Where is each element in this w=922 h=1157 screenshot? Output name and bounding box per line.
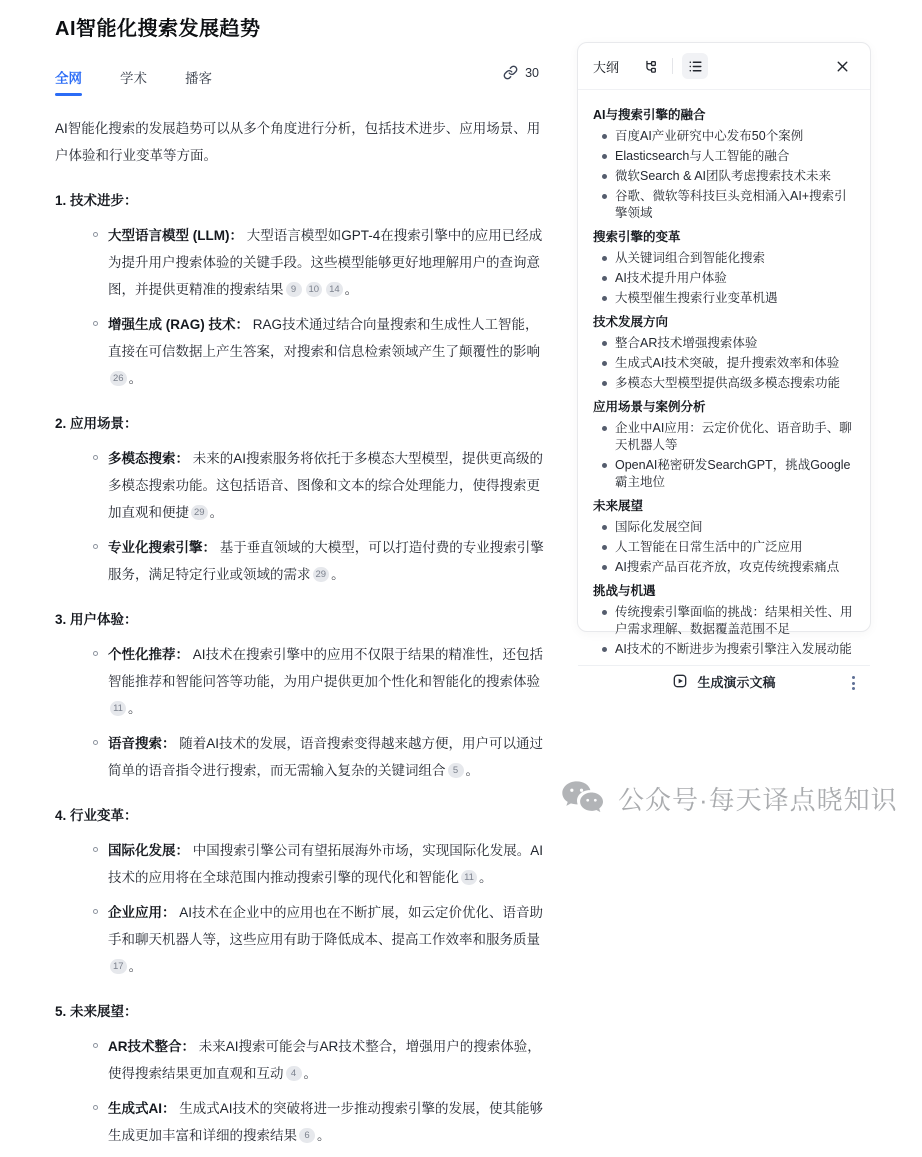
close-icon	[834, 58, 851, 75]
item-label: 多模态搜索：	[108, 451, 189, 466]
tab-academic[interactable]: 学术	[120, 71, 147, 86]
outline-item-text: 国际化发展空间	[615, 520, 703, 534]
list-item	[93, 534, 547, 588]
outline-item[interactable]	[593, 270, 856, 287]
mindmap-icon	[642, 58, 659, 75]
bullet-icon	[602, 256, 607, 261]
outline-item-text: AI技术的不断进步为搜索引擎注入发展动能	[615, 642, 852, 656]
outline-item-text: 整合AR技术增强搜索体验	[615, 336, 758, 350]
bullet-icon	[602, 341, 607, 346]
list-view-button[interactable]	[682, 53, 708, 79]
section-heading: 5. 未来展望：	[55, 1004, 138, 1019]
bullet-icon	[602, 296, 607, 301]
outline-item-text: 从关键词组合到智能化搜索	[615, 251, 766, 265]
list-item	[93, 311, 547, 392]
content-section	[55, 803, 547, 980]
outline-heading: AI与搜索引擎的融合	[593, 108, 706, 122]
outline-item[interactable]	[593, 335, 856, 352]
citation-badge[interactable]: 4	[286, 1066, 302, 1081]
outline-heading: 未来展望	[593, 499, 644, 513]
bullet-icon	[602, 381, 607, 386]
list-item-text: 专业化搜索引擎： 基于垂直领域的大模型，可以打造付费的专业搜索引擎服务，满足特定行业或领域的需求 29 。	[108, 540, 544, 582]
citation-badge[interactable]: 10	[306, 282, 323, 297]
item-label: AR技术整合：	[108, 1039, 195, 1054]
list-item-text: 多模态搜索： 未来的AI搜索服务将依托于多模态大型模型，提供更高级的多模态搜索功能。这包括语音、图像和文本的综合处理能力，使得搜索更加直观和便捷 29 。	[108, 451, 544, 520]
page-title: AI智能化搜索发展趋势	[55, 18, 261, 40]
outline-item[interactable]	[593, 168, 856, 185]
outline-item-text: 微软Search & AI团队考虑搜索技术未来	[615, 169, 832, 183]
bullet-icon	[602, 610, 607, 615]
bullet-icon	[602, 194, 607, 199]
citation-badge[interactable]: 29	[191, 505, 208, 520]
bullet-icon	[602, 174, 607, 179]
list-item	[93, 899, 547, 980]
citation-badge[interactable]: 9	[286, 282, 302, 297]
tab-bar	[55, 65, 547, 89]
bullet-icon	[93, 321, 98, 326]
list-item	[93, 730, 547, 784]
answer-column	[55, 12, 547, 1157]
outline-heading: 应用场景与案例分析	[593, 400, 706, 414]
list-item-text: 语音搜索： 随着AI技术的发展，语音搜索变得越来越方便，用户可以通过简单的语音指令进行搜索，而无需输入复杂的关键词组合 5 。	[108, 736, 544, 778]
outline-heading: 挑战与机遇	[593, 584, 656, 598]
mindmap-view-button[interactable]	[637, 53, 663, 79]
outline-item[interactable]	[593, 420, 856, 454]
list-item-text: 企业应用： AI技术在企业中的应用也在不断扩展，如云定价优化、语音助手和聊天机器人等，这些应用有助于降低成本、提高工作效率和服务质量17 。	[108, 905, 544, 974]
bullet-icon	[602, 134, 607, 139]
tab-all-web[interactable]: 全网	[55, 67, 82, 87]
item-label: 国际化发展：	[108, 843, 189, 858]
outline-item[interactable]	[593, 290, 856, 307]
list-item	[93, 837, 547, 891]
watermark	[560, 779, 898, 817]
outline-panel-header	[578, 43, 870, 90]
outline-item[interactable]	[593, 148, 856, 165]
citation-badge[interactable]: 5	[448, 763, 464, 778]
list-item	[93, 445, 547, 526]
content-section	[55, 188, 547, 392]
outline-item-text: 多模态大型模型提供高级多模态搜索功能	[615, 376, 841, 390]
content-section	[55, 411, 547, 588]
outline-item-text: AI搜索产品百花齐放，攻克传统搜索痛点	[615, 560, 840, 574]
outline-item[interactable]	[593, 355, 856, 372]
outline-heading: 搜索引擎的变革	[593, 230, 681, 244]
item-label: 个性化推荐：	[108, 647, 189, 662]
bullet-icon	[602, 426, 607, 431]
item-label: 生成式AI：	[108, 1101, 176, 1116]
wechat-icon	[560, 779, 606, 817]
section-heading: 3. 用户体验：	[55, 612, 138, 627]
section-heading: 2. 应用场景：	[55, 416, 138, 431]
answer-sections	[55, 188, 547, 1149]
list-item-text: 增强生成 (RAG) 技术： RAG技术通过结合向量搜索和生成性人工智能，直接在可信数据上产生答案，对搜索和信息检索领域产生了颠覆性的影响26 。	[108, 317, 540, 386]
item-label: 专业化搜索引擎：	[108, 540, 216, 555]
bullet-icon	[93, 544, 98, 549]
kebab-menu-icon[interactable]	[850, 674, 857, 692]
citation-badge[interactable]: 17	[110, 959, 127, 974]
bullet-icon	[602, 463, 607, 468]
bullet-icon	[93, 740, 98, 745]
bullet-icon	[602, 545, 607, 550]
bullet-icon	[93, 1043, 98, 1048]
outline-item-text: 生成式AI技术突破，提升搜索效率和体验	[615, 356, 840, 370]
list-item-text: 生成式AI： 生成式AI技术的突破将进一步推动搜索引擎的发展，使其能够生成更加丰富和详细的搜索结果 6 。	[108, 1101, 544, 1143]
bullet-icon	[602, 565, 607, 570]
item-label: 增强生成 (RAG) 技术：	[108, 317, 249, 332]
outline-item[interactable]	[593, 375, 856, 392]
bullet-icon	[93, 847, 98, 852]
outline-heading: 技术发展方向	[593, 315, 669, 329]
sources-indicator[interactable]	[503, 65, 539, 80]
list-item	[93, 1033, 547, 1087]
outline-item-text: 企业中AI应用：云定价优化、语音助手、聊天机器人等	[615, 421, 852, 452]
bullet-icon	[93, 1105, 98, 1110]
tab-list	[55, 67, 250, 87]
list-item	[93, 1095, 547, 1149]
outline-item[interactable]	[593, 539, 856, 556]
bullet-icon	[602, 525, 607, 530]
content-section	[55, 999, 547, 1149]
bullet-icon	[93, 909, 98, 914]
citation-badge[interactable]: 11	[110, 701, 126, 716]
citation-badge[interactable]: 29	[313, 567, 330, 582]
outline-item[interactable]	[593, 250, 856, 267]
outline-item[interactable]	[593, 188, 856, 222]
citation-badge[interactable]: 14	[326, 282, 343, 297]
outline-item-text: 人工智能在日常生活中的广泛应用	[615, 540, 803, 554]
list-item-text: AR技术整合： 未来AI搜索可能会与AR技术整合，增强用户的搜索体验，使得搜索结果更加直观和互动 4 。	[108, 1039, 541, 1081]
watermark-text: 公众号·每天译点晓知识	[618, 784, 898, 815]
item-label: 企业应用：	[108, 905, 176, 920]
outline-item[interactable]	[593, 559, 856, 576]
section-heading: 1. 技术进步：	[55, 193, 138, 208]
generate-presentation-label: 生成演示文稿	[697, 674, 776, 690]
item-label: 语音搜索：	[108, 736, 176, 751]
bullet-icon	[93, 232, 98, 237]
outline-item-text: 传统搜索引擎面临的挑战：结果相关性、用户需求理解、数据覆盖范围不足	[615, 605, 853, 636]
list-item-text: 大型语言模型 (LLM)： 大型语言模型如GPT-4在搜索引擎中的应用已经成为提升用户搜索体验的关键手段。这些模型能够更好地理解用户的查询意图，并提供更精准的搜索结果 9 10 14 。	[108, 228, 543, 297]
list-item	[93, 641, 547, 722]
outline-item-text: 大模型催生搜索行业变革机遇	[615, 291, 778, 305]
sources-count: 30	[525, 65, 539, 80]
citation-badge[interactable]: 6	[299, 1128, 315, 1143]
list-item-text: 国际化发展： 中国搜索引擎公司有望拓展海外市场，实现国际化发展。AI技术的应用将在全球范围内推动搜索引擎的现代化和智能化 11 。	[108, 843, 544, 885]
bullet-icon	[602, 154, 607, 159]
citation-badge[interactable]: 11	[461, 870, 477, 885]
citation-badge[interactable]: 26	[110, 371, 127, 386]
outline-item-text: Elasticsearch与人工智能的融合	[615, 149, 790, 163]
bullet-icon	[602, 361, 607, 366]
bullet-icon	[602, 276, 607, 281]
outline-content	[578, 90, 870, 665]
bullet-icon	[93, 455, 98, 460]
outline-item-text: AI技术提升用户体验	[615, 271, 727, 285]
outline-title: 大纲	[593, 59, 620, 75]
content-section	[55, 607, 547, 784]
list-item-text: 个性化推荐： AI技术在搜索引擎中的应用不仅限于结果的精准性，还包括智能推荐和智能问答等功能，为用户提供更加个性化和智能化的搜索体验11 。	[108, 647, 544, 716]
play-icon	[672, 673, 688, 689]
bullet-icon	[602, 647, 607, 652]
bullet-icon	[93, 651, 98, 656]
close-panel-button[interactable]	[829, 53, 855, 79]
generate-presentation-button[interactable]	[578, 665, 870, 696]
outline-item-text: 谷歌、微软等科技巨头竞相涌入AI+搜索引擎领域	[615, 189, 847, 220]
outline-item[interactable]	[593, 641, 856, 658]
intro-paragraph: AI智能化搜索的发展趋势可以从多个角度进行分析，包括技术进步、应用场景、用户体验和行业变革等方面。	[55, 121, 541, 163]
list-icon	[687, 58, 704, 75]
outline-item-text: 百度AI产业研究中心发布50个案例	[615, 129, 804, 143]
item-label: 大型语言模型 (LLM)：	[108, 228, 243, 243]
outline-item[interactable]	[593, 457, 856, 491]
tab-podcast[interactable]: 播客	[185, 71, 212, 86]
outline-panel	[577, 42, 871, 690]
section-heading: 4. 行业变革：	[55, 808, 138, 823]
outline-item[interactable]	[593, 128, 856, 145]
outline-item[interactable]	[593, 519, 856, 536]
outline-item[interactable]	[593, 604, 856, 638]
list-item	[93, 222, 547, 303]
outline-item-text: OpenAI秘密研发SearchGPT，挑战Google霸主地位	[615, 458, 851, 489]
header-divider	[672, 58, 673, 74]
chain-link-icon	[503, 65, 518, 80]
